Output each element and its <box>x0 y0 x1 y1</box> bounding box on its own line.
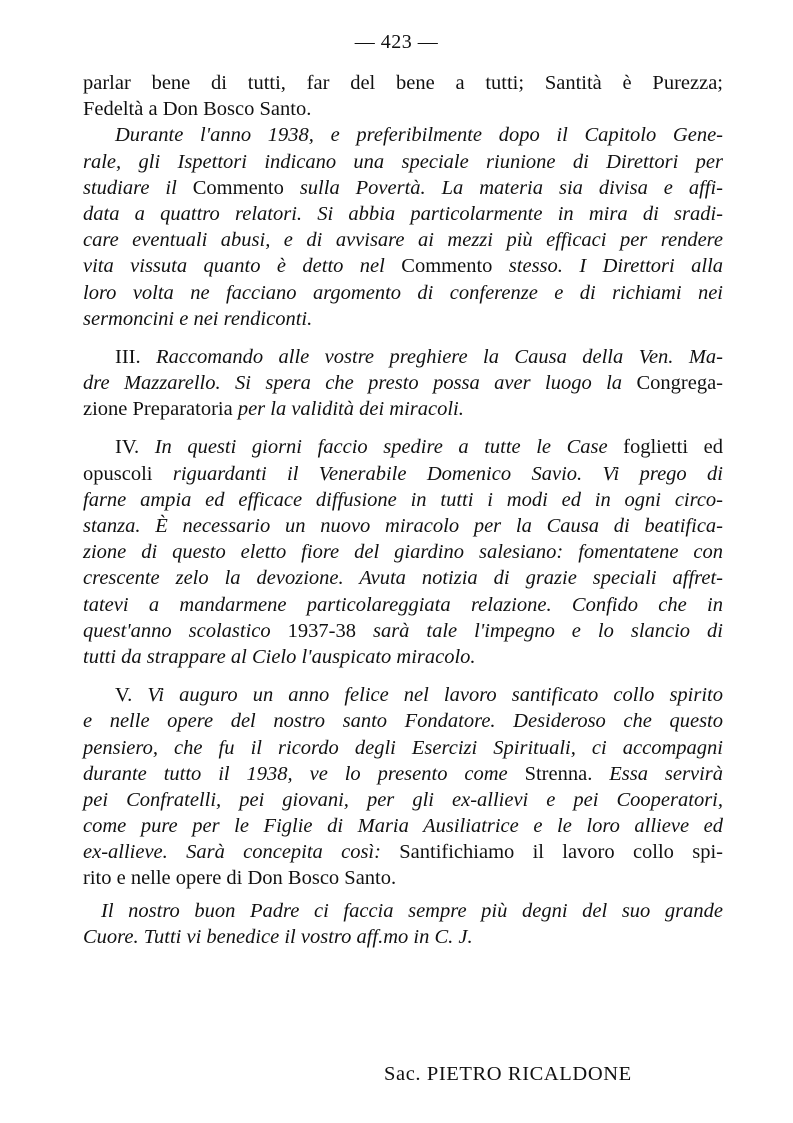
italic-run: Il nostro buon Padre ci faccia sempre più degni del suo grande <box>101 899 723 922</box>
text-line <box>83 513 723 539</box>
italic-run: riguardanti il Venerabile Domenico Savio. Vi prego di <box>152 462 723 485</box>
italic-run: Essa servirà <box>592 762 723 785</box>
italic-run: studiare il <box>83 176 193 199</box>
italic-run: stesso. I Direttori alla <box>492 255 724 278</box>
italic-run: rale, gli Ispettori indicano una speciale riunione di Direttori per <box>83 150 723 173</box>
text-line <box>83 565 723 591</box>
roman-run: Commento <box>401 255 493 278</box>
text-line <box>83 370 723 396</box>
italic-run: durante tutto il 1938, ve lo presento come <box>83 762 525 785</box>
text-line <box>83 201 723 227</box>
text-line <box>83 227 723 253</box>
roman-run: IV. <box>115 436 155 459</box>
italic-run: Cuore. Tutti vi benedice il vostro aff.mo in C. J. <box>83 925 473 948</box>
text-line <box>83 96 723 122</box>
text-line <box>83 865 723 891</box>
italic-run: Vi auguro un anno felice nel lavoro santificato collo spirito <box>147 684 723 707</box>
italic-run: zione di questo eletto fiore del giardino salesiano: fomentatene con <box>83 541 723 564</box>
roman-run: Fedeltà a Don Bosco Santo. <box>83 98 312 121</box>
text-line <box>83 644 723 670</box>
text-line <box>83 813 723 839</box>
roman-run: Commento <box>192 176 284 199</box>
page-number: — 423 — <box>354 31 439 53</box>
text-line <box>83 344 723 370</box>
text-line <box>83 487 723 513</box>
italic-run: sulla Povertà. La materia sia divisa e affi- <box>283 176 723 199</box>
italic-run: loro volta ne facciano argomento di conferenze e di richiami nei <box>83 281 723 304</box>
italic-run: Raccomando alle vostre preghiere la Causa della Ven. Ma- <box>156 345 723 368</box>
italic-run: sermoncini e nei rendiconti. <box>83 307 313 330</box>
text-line <box>83 924 723 950</box>
text-line <box>83 839 723 865</box>
roman-run: 1937-38 <box>287 619 356 642</box>
body-text <box>83 70 723 950</box>
text-line <box>83 761 723 787</box>
text-line <box>83 306 723 332</box>
italic-run: per la validità dei miracoli. <box>232 398 464 421</box>
roman-run: parlar bene di tutti, far del bene a tutti; Santità è Purezza; <box>83 72 723 94</box>
italic-run: sarà tale l'impegno e lo slancio di <box>355 619 723 642</box>
text-line <box>83 280 723 306</box>
text-line <box>83 787 723 813</box>
text-line <box>83 539 723 565</box>
roman-run: opuscoli <box>83 462 153 485</box>
text-line <box>83 618 723 644</box>
roman-run: rito e nelle opere di Don Bosco Santo. <box>83 867 397 890</box>
text-line <box>83 70 723 96</box>
italic-run: come pure per le Figlie di Maria Ausiliatrice e le loro allieve ed <box>83 815 723 838</box>
roman-run: Santifichiamo il lavoro collo spi- <box>399 841 723 864</box>
text-line <box>83 396 723 422</box>
italic-run: farne ampia ed efficace diffusione in tutti i modi ed in ogni circo- <box>83 488 723 511</box>
roman-run: V. <box>115 684 148 707</box>
roman-run: III. <box>115 345 157 368</box>
text-line <box>83 253 723 279</box>
roman-run: Congrega- <box>636 372 723 395</box>
italic-run: dre Mazzarello. Si spera che presto possa aver luogo la <box>83 372 637 395</box>
italic-run: quest'anno scolastico <box>83 619 288 642</box>
italic-run: tutti da strappare al Cielo l'auspicato miracolo. <box>83 645 476 668</box>
italic-run: care eventuali abusi, e di avvisare ai mezzi più efficaci per rendere <box>83 229 723 252</box>
italic-run: data a quattro relatori. Si abbia particolarmente in mira di sradi- <box>83 202 723 225</box>
italic-run: crescente zelo la devozione. Avuta notizia di grazie speciali affret- <box>83 567 723 590</box>
text-line <box>83 592 723 618</box>
italic-run: ex-allieve. Sarà concepita così: <box>83 841 400 864</box>
text-line <box>83 149 723 175</box>
italic-run: vita vissuta quanto è detto nel <box>83 255 402 278</box>
italic-run: Durante l'anno 1938, e preferibilmente dopo il Capitolo Gene- <box>115 124 723 147</box>
text-line <box>83 175 723 201</box>
roman-run: foglietti ed <box>623 436 723 459</box>
text-line <box>83 708 723 734</box>
italic-run: In questi giorni faccio spedire a tutte le Case <box>154 436 624 459</box>
italic-run: e nelle opere del nostro santo Fondatore. Desideroso che questo <box>83 710 723 733</box>
italic-run: stanza. È necessario un nuovo miracolo per la Causa di beatifica- <box>83 515 723 537</box>
text-line <box>83 682 723 708</box>
italic-run: pensiero, che fu il ricordo degli Esercizi Spirituali, ci accompagni <box>83 736 723 759</box>
roman-run: Strenna. <box>524 762 593 785</box>
text-line <box>83 434 723 460</box>
italic-run: tatevi a mandarmene particolareggiata relazione. Confido che in <box>83 593 723 616</box>
text-line <box>83 735 723 761</box>
roman-run: zione Preparatoria <box>83 398 233 421</box>
signature: Sac. PIETRO RICALDONE <box>384 1063 632 1085</box>
text-line <box>83 898 723 924</box>
text-line <box>83 122 723 148</box>
italic-run: pei Confratelli, pei giovani, per gli ex-allievi e pei Cooperatori, <box>83 788 723 811</box>
text-line <box>83 461 723 487</box>
